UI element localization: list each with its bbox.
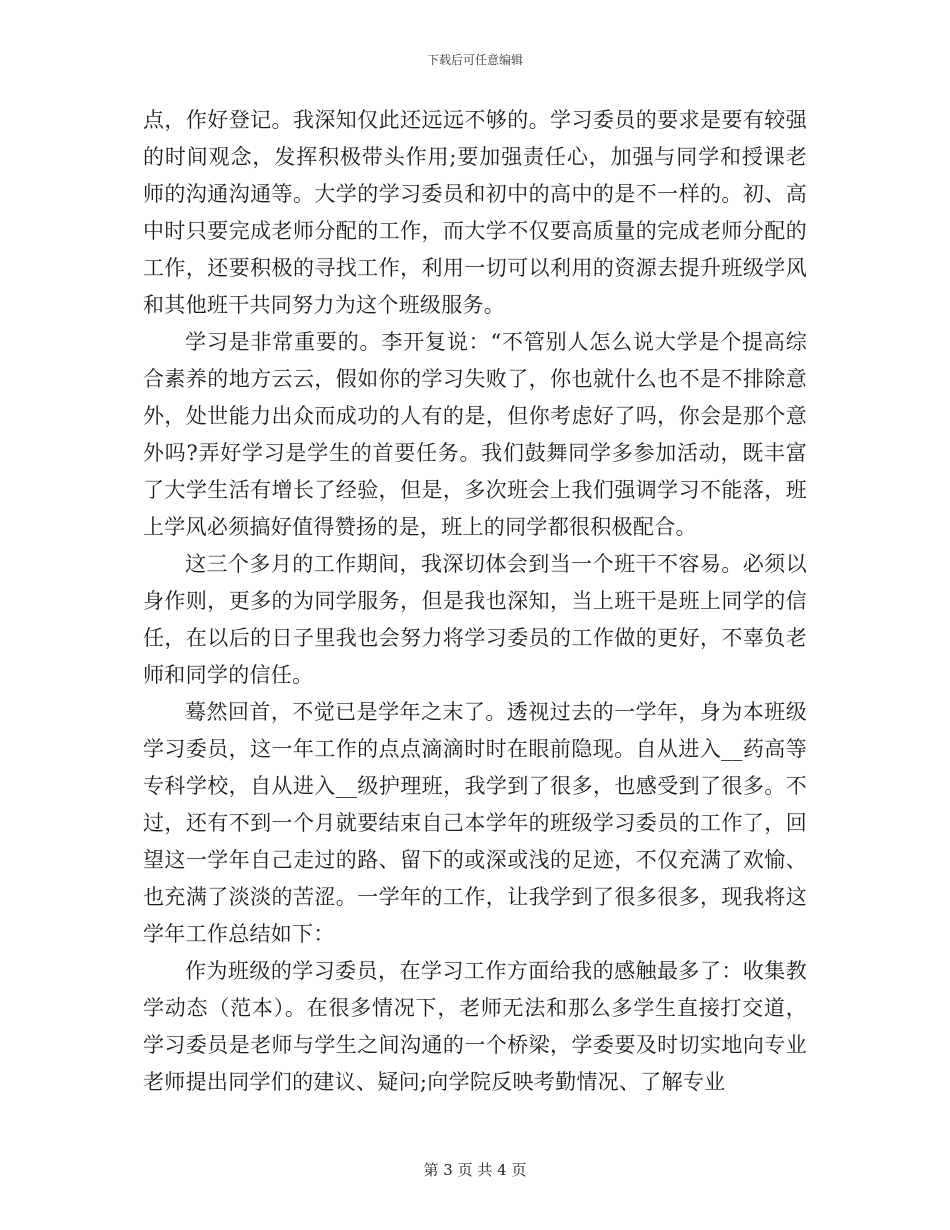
paragraph-study-importance: 学习是非常重要的。李开复说：“不管别人怎么说大学是个提高综合素养的地方云云，假如你的学习失败了，你也就什么也不是不排除意外，处世能力出众而成功的人有的是，但你考虑好了吗，你会是那个意外吗?弄好学习是学生的首要任务。我们鼓舞同学多参加活动，既丰富了大学生活有增长了经验，但是，多次班会上我们强调学习不能落，班上学风必须搞好值得赞扬的是，班上的同学都很积极配合。 [143,330,807,539]
page-header: 下载后可任意编辑 [426,53,523,67]
paragraph-study-duties: 作为班级的学习委员，在学习工作方面给我的感触最多了：收集教学动态（范本）。在很多情况下，老师无法和那么多学生直接打交道，学习委员是老师与学生之间沟通的一个桥梁，学委要及时切实地向专业老师提出同学们的建议、疑问;向学院反映考勤情况、了解专业 [143,959,807,1094]
document-body [143,102,807,1101]
paragraph-work-experience: 这三个多月的工作期间，我深切体会到当一个班干不容易。必须以身作则，更多的为同学服务，但是我也深知，当上班干是班上同学的信任，在以后的日子里我也会努力将学习委员的工作做的更好，不辜负老师和同学的信任。 [143,552,807,687]
page-number: 第 3 页 共 4 页 [423,1161,527,1179]
paragraph-continuation: 点，作好登记。我深知仅此还远远不够的。学习委员的要求是要有较强的时间观念，发挥积极带头作用;要加强责任心，加强与同学和授课老师的沟通沟通等。大学的学习委员和初中的高中的是不一样的。初、高中时只要完成老师分配的工作，而大学不仅要高质量的完成老师分配的工作，还要积极的寻找工作，利用一切可以利用的资源去提升班级学风和其他班干共同努力为这个班级服务。 [143,108,807,317]
paragraph-year-review: 蓦然回首，不觉已是学年之末了。透视过去的一学年，身为本班级学习委员，这一年工作的点点滴滴时时在眼前隐现。自从进入__药高等专科学校，自从进入__级护理班，我学到了很多，也感受到了很多。不过，还有不到一个月就要结束自己本学年的班级学习委员的工作了，回望这一学年自己走过的路、留下的或深或浅的足迹，不仅充满了欢愉、也充满了淡淡的苦涩。一学年的工作，让我学到了很多很多，现我将这学年工作总结如下： [143,700,807,946]
